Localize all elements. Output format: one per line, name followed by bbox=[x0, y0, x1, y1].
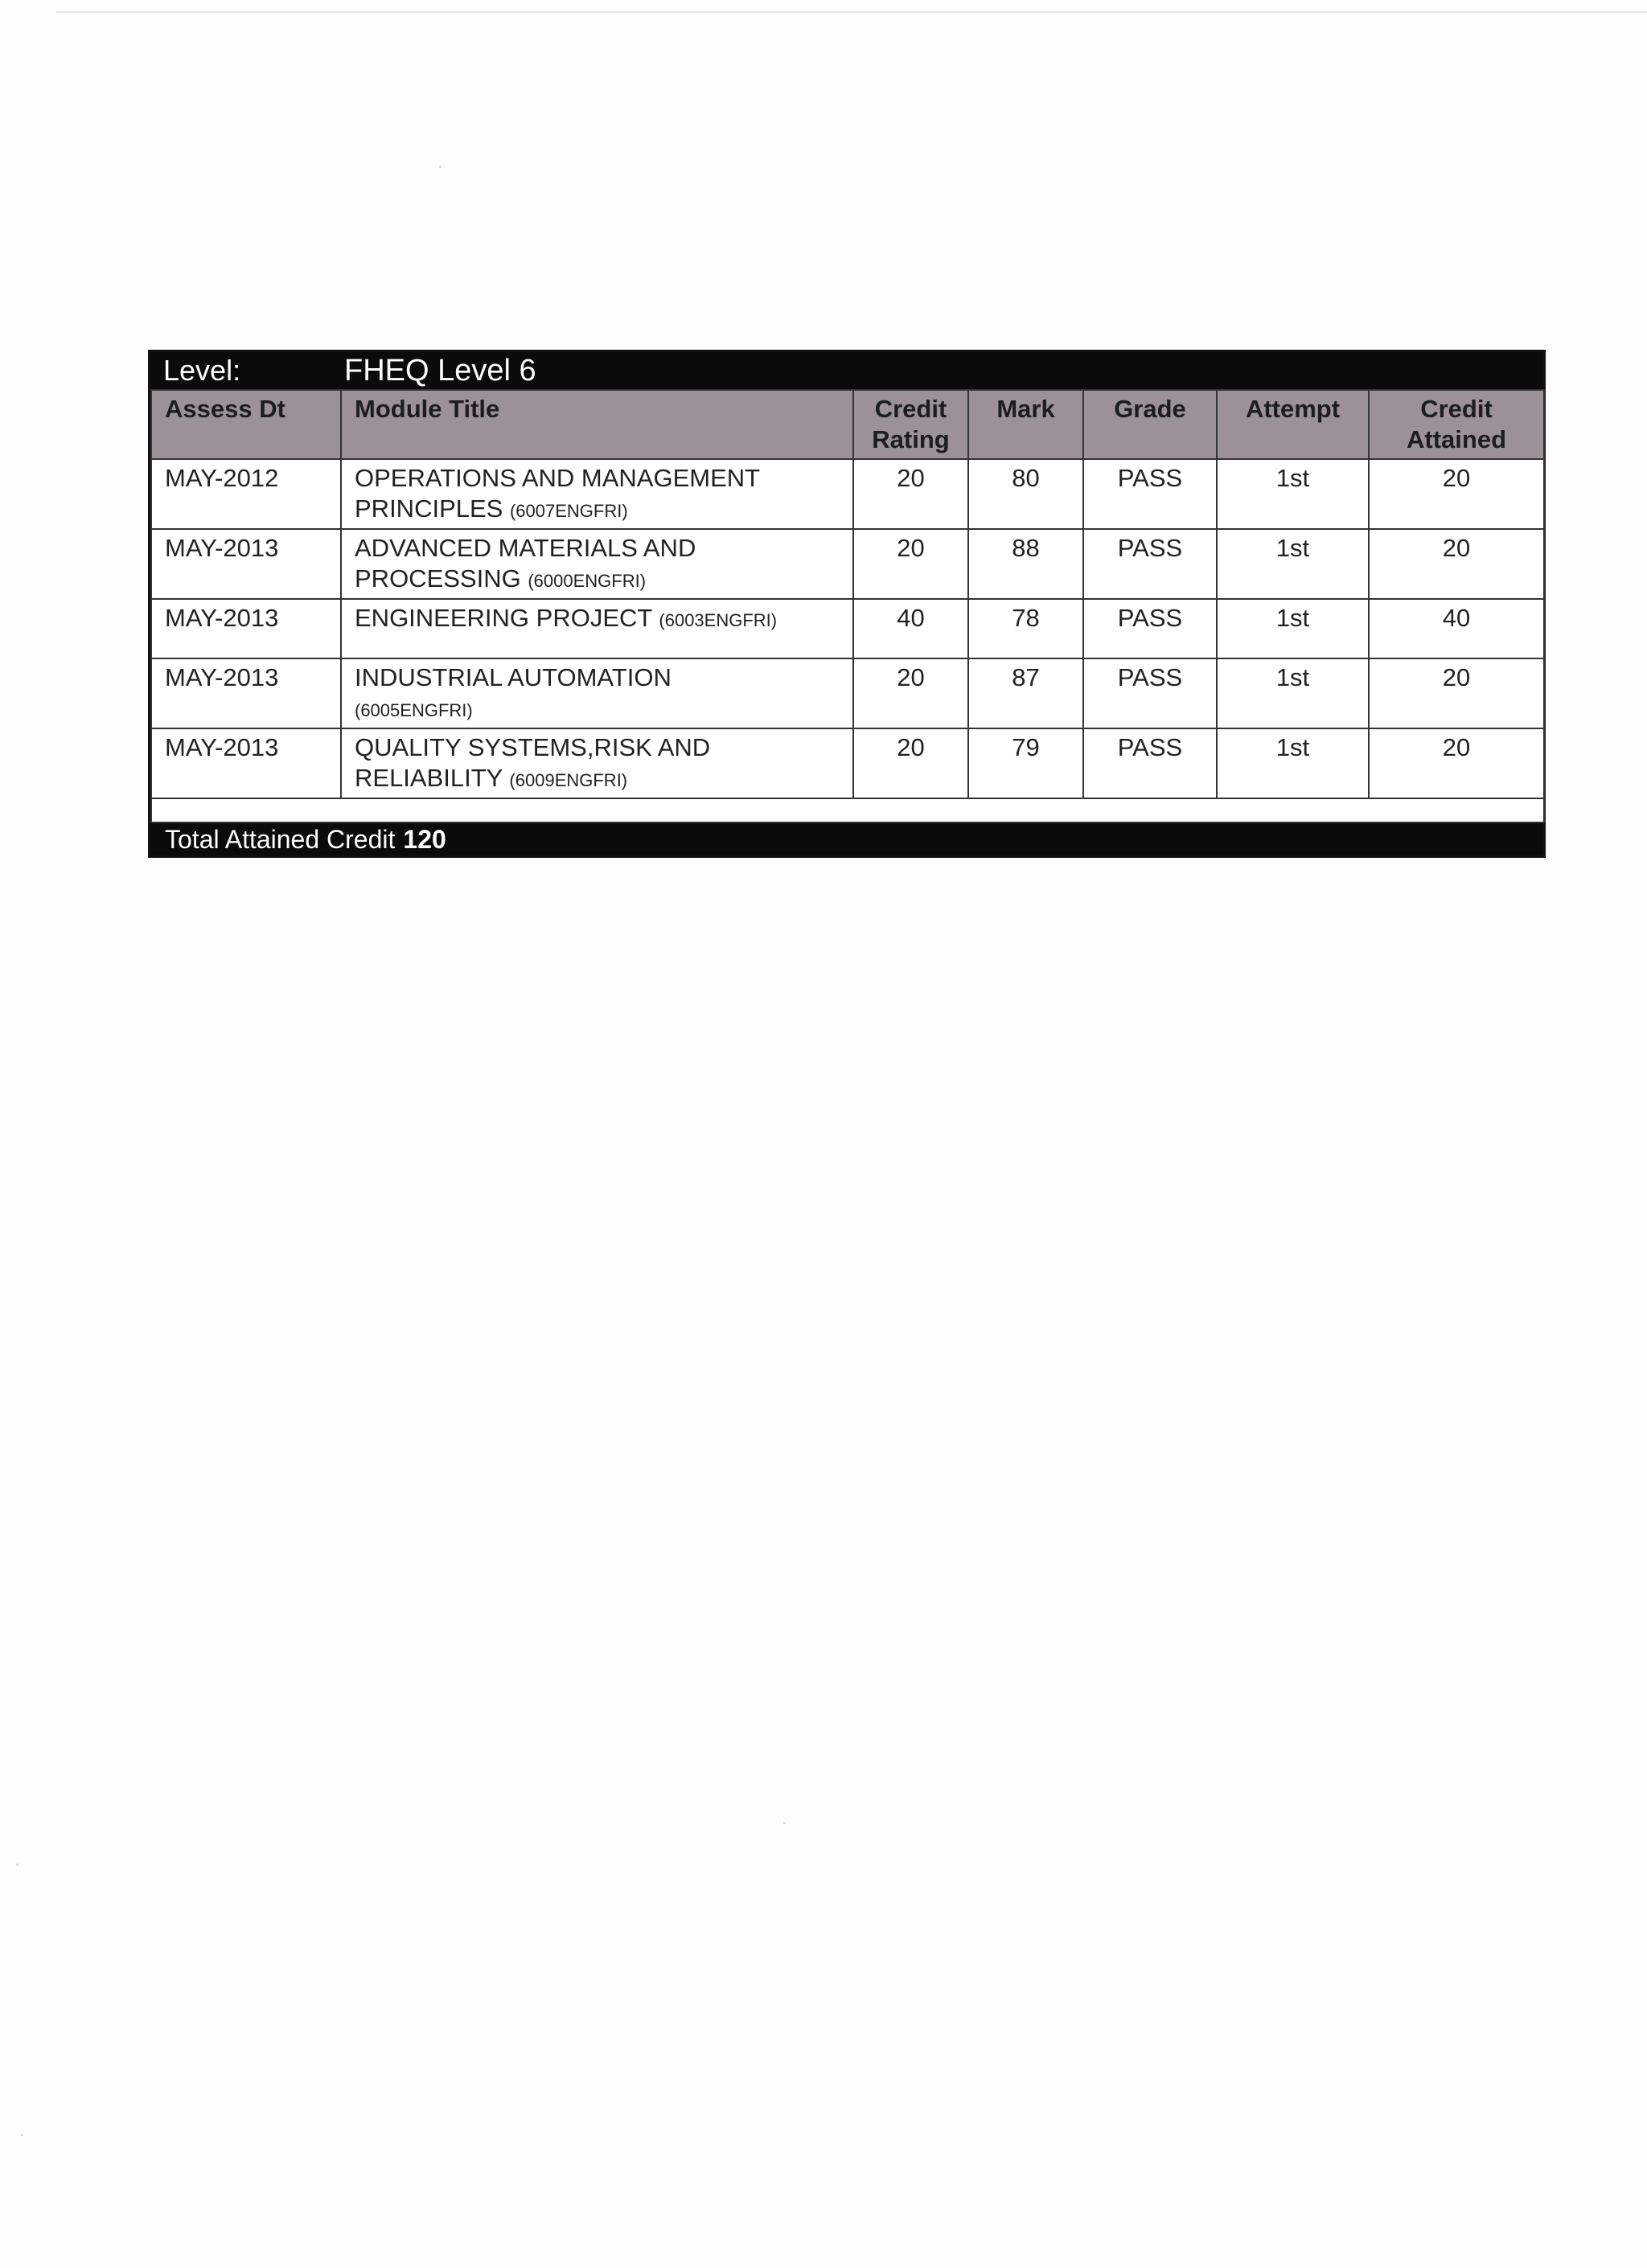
table-row bbox=[151, 658, 1544, 728]
table-row bbox=[151, 529, 1544, 599]
assess-date: MAY-2013 bbox=[151, 728, 341, 798]
scan-speck bbox=[16, 1864, 18, 1866]
table-row bbox=[151, 459, 1544, 529]
module-title: QUALITY SYSTEMS,RISK AND RELIABILITY (6009ENGFRI) bbox=[341, 728, 853, 798]
column-header-credit-attained: Credit Attained bbox=[1369, 390, 1544, 459]
assess-date: MAY-2013 bbox=[151, 658, 341, 728]
mark: 79 bbox=[968, 728, 1083, 798]
grade: PASS bbox=[1083, 599, 1217, 658]
table-header-row bbox=[151, 390, 1544, 459]
assess-date: MAY-2013 bbox=[151, 599, 341, 658]
module-code: (6000ENGFRI) bbox=[528, 571, 647, 591]
mark: 78 bbox=[968, 599, 1083, 658]
transcript-table-block bbox=[148, 350, 1546, 858]
column-header-module-title: Module Title bbox=[341, 390, 853, 459]
credit-rating: 20 bbox=[853, 529, 968, 599]
column-header-credit-rating: Credit Rating bbox=[853, 390, 968, 459]
level-value: FHEQ Level 6 bbox=[344, 353, 536, 388]
page-top-edge bbox=[56, 11, 1647, 13]
module-results-table bbox=[150, 389, 1545, 823]
attempt: 1st bbox=[1217, 459, 1369, 529]
assess-date: MAY-2012 bbox=[151, 459, 341, 529]
scan-speck bbox=[21, 2134, 23, 2136]
grade: PASS bbox=[1083, 728, 1217, 798]
credit-attained: 20 bbox=[1369, 529, 1544, 599]
module-code: (6005ENGFRI) bbox=[355, 700, 473, 720]
mark: 88 bbox=[968, 529, 1083, 599]
mark: 87 bbox=[968, 658, 1083, 728]
attempt: 1st bbox=[1217, 658, 1369, 728]
column-header-assess-dt: Assess Dt bbox=[151, 390, 341, 459]
mark: 80 bbox=[968, 459, 1083, 529]
scan-speck bbox=[439, 166, 442, 168]
attempt: 1st bbox=[1217, 529, 1369, 599]
column-header-attempt: Attempt bbox=[1217, 390, 1369, 459]
credit-attained: 20 bbox=[1369, 459, 1544, 529]
module-title: ADVANCED MATERIALS AND PROCESSING (6000ENGFRI) bbox=[341, 529, 853, 599]
assess-date: MAY-2013 bbox=[151, 529, 341, 599]
module-code: (6009ENGFRI) bbox=[509, 770, 628, 790]
level-bar bbox=[150, 352, 1543, 389]
scan-speck bbox=[783, 1822, 786, 1824]
total-credit-label: Total Attained Credit bbox=[165, 824, 396, 854]
empty-cell bbox=[151, 798, 1544, 822]
total-credit-value: 120 bbox=[403, 824, 446, 854]
module-title: OPERATIONS AND MANAGEMENT PRINCIPLES (6007ENGFRI) bbox=[341, 459, 853, 529]
grade: PASS bbox=[1083, 658, 1217, 728]
credit-rating: 40 bbox=[853, 599, 968, 658]
module-code: (6007ENGFRI) bbox=[509, 501, 628, 521]
table-row bbox=[151, 599, 1544, 658]
module-code: (6003ENGFRI) bbox=[659, 610, 778, 630]
attempt: 1st bbox=[1217, 728, 1369, 798]
table-row bbox=[151, 728, 1544, 798]
total-credit-bar bbox=[150, 823, 1543, 855]
module-title: ENGINEERING PROJECT (6003ENGFRI) bbox=[341, 599, 853, 658]
credit-rating: 20 bbox=[853, 658, 968, 728]
credit-rating: 20 bbox=[853, 728, 968, 798]
grade: PASS bbox=[1083, 459, 1217, 529]
credit-attained: 40 bbox=[1369, 599, 1544, 658]
credit-rating: 20 bbox=[853, 459, 968, 529]
column-header-grade: Grade bbox=[1083, 390, 1217, 459]
credit-attained: 20 bbox=[1369, 728, 1544, 798]
column-header-mark: Mark bbox=[968, 390, 1083, 459]
module-title: INDUSTRIAL AUTOMATION (6005ENGFRI) bbox=[341, 658, 853, 728]
grade: PASS bbox=[1083, 529, 1217, 599]
level-label: Level: bbox=[163, 354, 241, 387]
table-spacer-row bbox=[151, 798, 1544, 822]
credit-attained: 20 bbox=[1369, 658, 1544, 728]
attempt: 1st bbox=[1217, 599, 1369, 658]
